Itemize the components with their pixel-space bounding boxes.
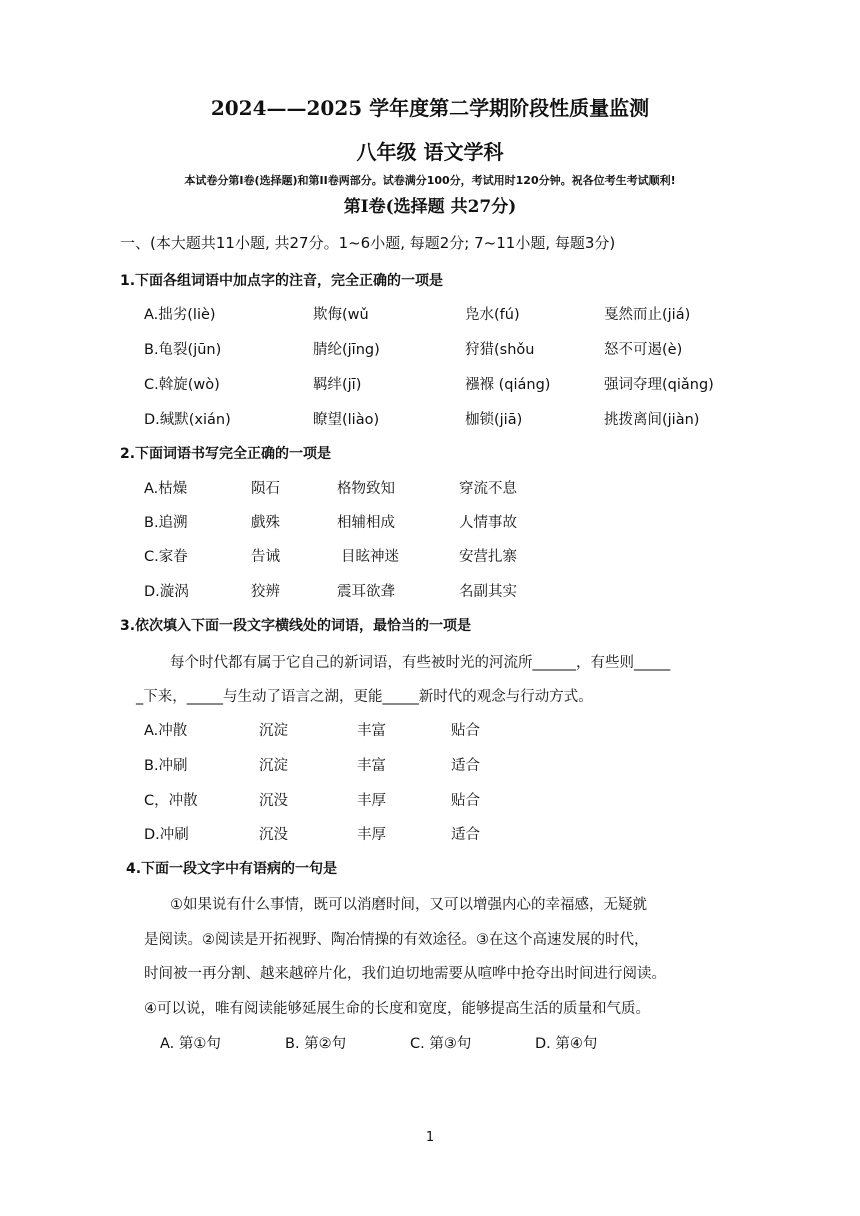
q1-option-cell: 羁绊(jī) <box>313 377 362 393</box>
q3-option-cell: 贴合 <box>451 793 480 809</box>
q2-option-cell: B.追溯 <box>144 515 188 531</box>
exam-notice: 本试卷分第Ⅰ卷(选择题)和第II卷两部分。试卷满分100分，考试用时120分钟。祝各位考生考试顺利! <box>184 174 676 187</box>
question-4-stem: 4.下面一段文字中有语病的一句是 <box>126 861 338 877</box>
q2-option-cell: A.枯燥 <box>144 481 188 497</box>
question-2-stem: 2.下面词语书写完全正确的一项是 <box>120 446 332 462</box>
q3-option-cell: 沉没 <box>259 793 288 809</box>
q1-option-cell: 怒不可遏(è) <box>604 342 683 358</box>
q2-option-cell: 安营扎寨 <box>459 549 517 565</box>
q2-option-cell: D.漩涡 <box>144 584 189 600</box>
q2-option-cell: 告诫 <box>251 549 280 565</box>
q3-passage-line: 每个时代都有属于它自己的新词语，有些被时光的河流所______，有些则_____ <box>170 655 671 671</box>
q1-option-cell: D.缄默(xián) <box>144 412 231 428</box>
q1-option-cell: A.拙劣(liè) <box>144 307 216 323</box>
q1-option-cell: 欺侮(wǔ <box>313 307 369 323</box>
q3-option-cell: 丰厚 <box>357 793 386 809</box>
q3-option-cell: A.冲散 <box>144 723 188 739</box>
q3-option-cell: 贴合 <box>451 723 480 739</box>
q3-option-cell: 沉淀 <box>259 758 288 774</box>
page-number: 1 <box>425 1130 435 1145</box>
q2-option-cell: 人情事故 <box>459 515 517 531</box>
q1-option-cell: 狩猎(shǒu <box>465 342 535 358</box>
q4-passage-line: ④可以说，唯有阅读能够延展生命的长度和宽度，能够提高生活的质量和气质。 <box>144 1001 650 1017</box>
q2-option-cell: 狡辨 <box>251 584 280 600</box>
q2-option-cell: 戲殊 <box>251 515 280 531</box>
q1-option-cell: 挑拨离间(jiàn) <box>604 412 700 428</box>
q2-option-cell: 名副其实 <box>459 584 517 600</box>
q2-option-cell: 陨石 <box>251 481 280 497</box>
q3-option-cell: B.冲刷 <box>144 758 188 774</box>
q4-passage-line: 是阅读。②阅读是开拓视野、陶冶情操的有效途径。③在这个高速发展的时代， <box>144 932 649 948</box>
exam-subtitle: 八年级 语文学科 <box>356 140 504 164</box>
q3-option-cell: C，冲散 <box>144 793 198 809</box>
exam-title: 2024——2025 学年度第二学期阶段性质量监测 <box>210 96 650 120</box>
question-1-stem: 1.下面各组词语中加点字的注音，完全正确的一项是 <box>120 273 444 289</box>
section-title: 第Ⅰ卷(选择题 共27分) <box>343 197 517 217</box>
q2-option-cell: 相辅相成 <box>337 515 395 531</box>
q1-option-cell: B.龟裂(jūn) <box>144 342 222 358</box>
q1-option-cell: C.斡旋(wò) <box>144 377 220 393</box>
q3-option-cell: 丰富 <box>357 758 386 774</box>
q1-option-cell: 瞭望(liào) <box>313 412 380 428</box>
q2-option-cell: 格物致知 <box>337 481 395 497</box>
q2-option-cell: C.家眷 <box>144 549 188 565</box>
q2-option-cell: 目眩神迷 <box>341 549 399 565</box>
q3-option-cell: 适合 <box>451 758 480 774</box>
q3-option-cell: 丰富 <box>357 723 386 739</box>
q1-option-cell: 凫水(fú) <box>465 307 520 323</box>
q2-option-cell: 震耳欲聋 <box>337 584 395 600</box>
q3-option-cell: D.冲刷 <box>144 827 189 843</box>
q1-option-cell: 戛然而止(jiá) <box>604 307 691 323</box>
q1-option-cell: 枷锁(jiā) <box>465 412 523 428</box>
q4-option: D. 第④句 <box>535 1036 598 1052</box>
q3-option-cell: 沉淀 <box>259 723 288 739</box>
q4-passage-line: 时间被一再分割、越来越碎片化，我们迫切地需要从喧哗中抢夺出时间进行阅读。 <box>144 966 666 982</box>
q2-option-cell: 穿流不息 <box>459 481 517 497</box>
q3-option-cell: 适合 <box>451 827 480 843</box>
section-intro: 一、(本大题共11小题, 共27分。1~6小题, 每题2分; 7~11小题, 每题3分) <box>120 234 616 252</box>
q1-option-cell: 强词夺理(qiǎng) <box>604 377 714 393</box>
q4-option: A. 第①句 <box>160 1036 221 1052</box>
q1-option-cell: 腈纶(jīng) <box>313 342 380 358</box>
question-3-stem: 3.依次填入下面一段文字横线处的词语，最恰当的一项是 <box>120 618 472 634</box>
q3-passage-line: _下来，_____与生动了语言之湖，更能_____新时代的观念与行动方式。 <box>136 689 593 705</box>
q4-option: B. 第②句 <box>285 1036 347 1052</box>
q4-option: C. 第③句 <box>410 1036 472 1052</box>
q1-option-cell: 襁褓 (qiáng) <box>465 377 551 393</box>
q3-option-cell: 丰厚 <box>357 827 386 843</box>
q4-passage-line: ①如果说有什么事情，既可以消磨时间，又可以增强内心的幸福感，无疑就 <box>170 897 647 913</box>
q3-option-cell: 沉没 <box>259 827 288 843</box>
